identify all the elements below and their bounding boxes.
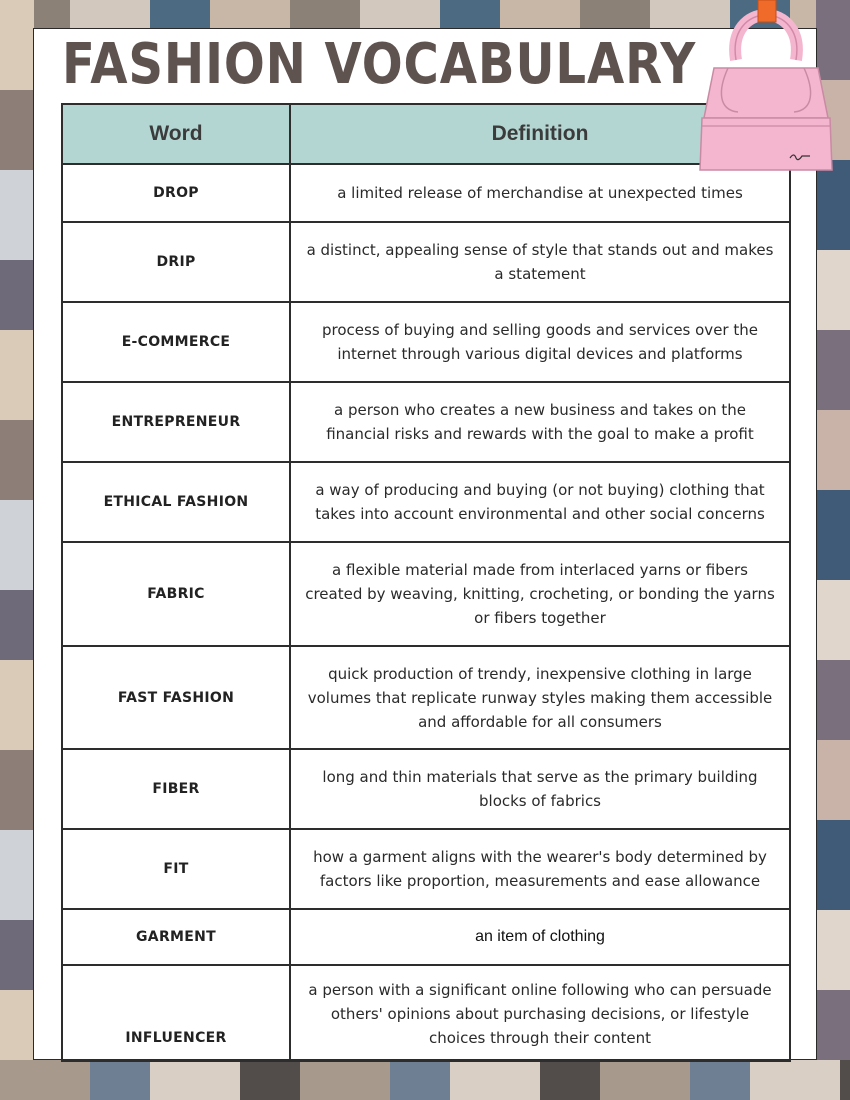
definition-cell: a flexible material made from interlaced yarns or fibers created by weaving, knitting, crocheting, or bonding the yarns or fibers together <box>290 542 790 646</box>
term-cell: INFLUENCER <box>62 965 290 1061</box>
term-cell: FAST FASHION <box>62 646 290 749</box>
term-cell: ENTREPRENEUR <box>62 382 290 462</box>
term-cell: E-COMMERCE <box>62 302 290 382</box>
definition-column-header: Definition <box>290 104 790 164</box>
definition-cell: a distinct, appealing sense of style that stands out and makes a statement <box>290 222 790 302</box>
word-column-header: Word <box>62 104 290 164</box>
table-row <box>62 382 790 462</box>
term-cell: FIBER <box>62 749 290 829</box>
table-row <box>62 164 790 222</box>
term-cell: DROP <box>62 164 290 222</box>
definition-cell: a limited release of merchandise at unexpected times <box>290 164 790 222</box>
table-row <box>62 909 790 965</box>
definition-cell: quick production of trendy, inexpensive clothing in large volumes that replicate runway styles making them accessible and affordable for all consumers <box>290 646 790 749</box>
definition-cell: an item of clothing <box>290 909 790 965</box>
table-row <box>62 302 790 382</box>
page-title: FASHION VOCABULARY <box>62 32 697 97</box>
table-row <box>62 829 790 909</box>
definition-cell: process of buying and selling goods and services over the internet through various digital devices and platforms <box>290 302 790 382</box>
term-cell: FABRIC <box>62 542 290 646</box>
term-cell: ETHICAL FASHION <box>62 462 290 542</box>
definition-cell: a person who creates a new business and takes on the financial risks and rewards with the goal to make a profit <box>290 382 790 462</box>
table-row <box>62 749 790 829</box>
definition-cell: long and thin materials that serve as the primary building blocks of fabrics <box>290 749 790 829</box>
table-row <box>62 646 790 749</box>
handbag-illustration <box>696 0 836 172</box>
collage-strip-bottom <box>0 1060 850 1100</box>
definition-cell: how a garment aligns with the wearer's body determined by factors like proportion, measurements and ease allowance <box>290 829 790 909</box>
table-row <box>62 542 790 646</box>
collage-strip-left <box>0 0 34 1100</box>
table-row <box>62 222 790 302</box>
definition-cell: a way of producing and buying (or not buying) clothing that takes into account environmental and other social concerns <box>290 462 790 542</box>
definition-cell: a person with a significant online following who can persuade others' opinions about purchasing decisions, or lifestyle choices through their content <box>290 965 790 1061</box>
table-row <box>62 965 790 1061</box>
table-header-row <box>62 104 790 164</box>
term-cell: DRIP <box>62 222 290 302</box>
term-cell: GARMENT <box>62 909 290 965</box>
vocabulary-table <box>61 103 791 1062</box>
term-cell: FIT <box>62 829 290 909</box>
table-row <box>62 462 790 542</box>
